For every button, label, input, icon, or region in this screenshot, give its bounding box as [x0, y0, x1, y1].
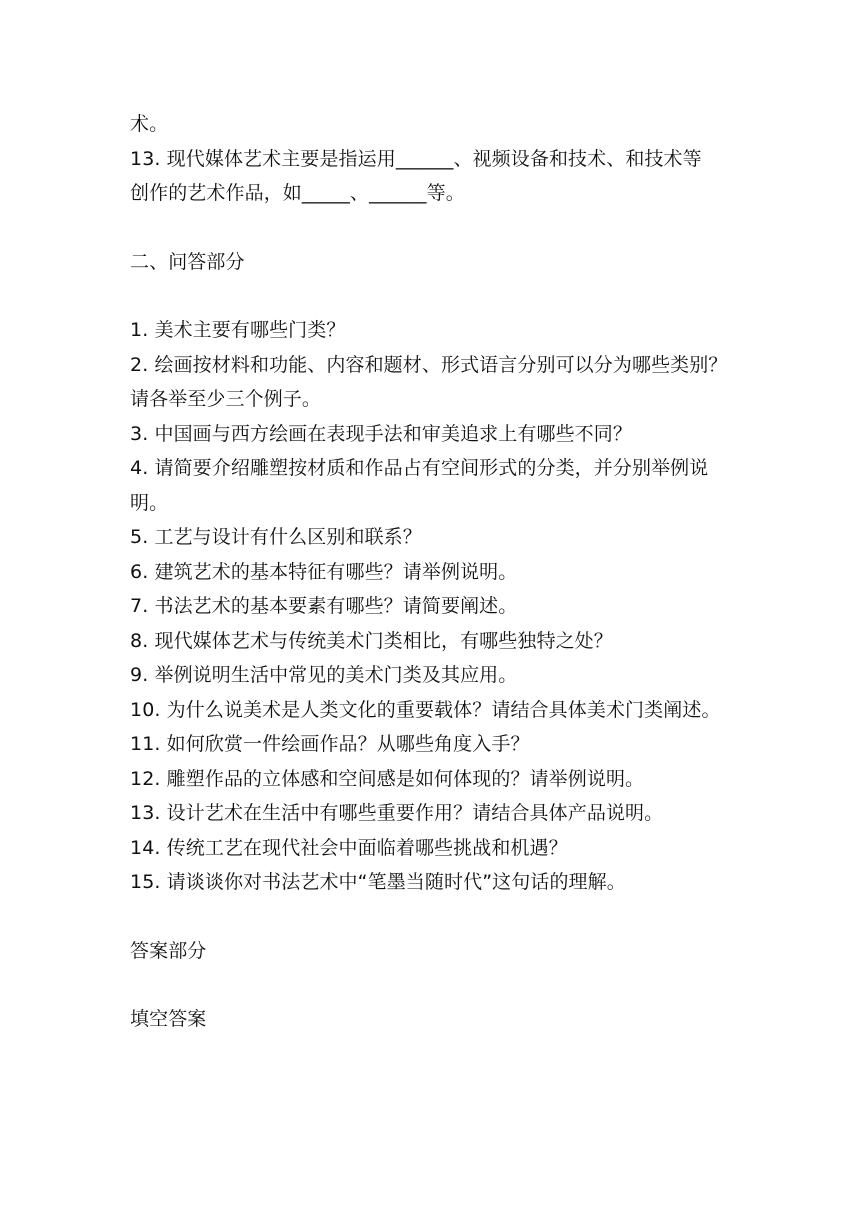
qa-question-1: 1. 美术主要有哪些门类？	[130, 319, 346, 341]
spacer	[130, 900, 740, 934]
qa-question-3: 3. 中国画与西方绘画在表现手法和审美追求上有哪些不同？	[130, 422, 632, 445]
qa-question-15: 15. 请谈谈你对书法艺术中“笔墨当随时代”这句话的理解。	[130, 871, 626, 893]
qa-question-11: 11. 如何欣赏一件绘画作品？从哪些角度入手？	[130, 733, 530, 755]
qa-section-heading: 二、问答部分	[130, 250, 245, 273]
answer-section-heading: 答案部分	[130, 939, 207, 962]
qa-question-5: 5. 工艺与设计有什么区别和联系？	[130, 526, 422, 548]
qa-question-14: 14. 传统工艺在现代社会中面临着哪些挑战和机遇？	[130, 836, 568, 859]
qa-question-list	[130, 313, 740, 900]
qa-question-12: 12. 雕塑作品的立体感和空间感是如何体现的？请举例说明。	[130, 767, 645, 790]
document-body	[130, 107, 740, 1037]
spacer	[130, 279, 740, 313]
qa-question-6: 6. 建筑艺术的基本特征有哪些？请举例说明。	[130, 560, 518, 583]
spacer	[130, 211, 740, 245]
spacer	[130, 968, 740, 1002]
qa-question-2: 2. 绘画按材料和功能、内容和题材、形式语言分别可以分为哪些类别？请各举至少三个例子。	[130, 353, 728, 410]
qa-question-4: 4. 请简要介绍雕塑按材质和作品占有空间形式的分类，并分别举例说明。	[130, 457, 709, 514]
qa-question-13: 13. 设计艺术在生活中有哪些重要作用？请结合具体产品说明。	[130, 802, 664, 824]
qa-question-9: 9. 举例说明生活中常见的美术门类及其应用。	[130, 664, 518, 686]
previous-question-tail: 术。	[130, 113, 169, 135]
qa-question-10: 10. 为什么说美术是人类文化的重要载体？请结合具体美术门类阐述。	[130, 698, 721, 721]
qa-question-8: 8. 现代媒体艺术与传统美术门类相比，有哪些独特之处？	[130, 629, 613, 652]
fill-in-question-13-line-2: 创作的艺术作品，如_____、______等。	[130, 182, 465, 204]
fill-in-answers-heading: 填空答案	[130, 1008, 207, 1030]
qa-question-7: 7. 书法艺术的基本要素有哪些？请简要阐述。	[130, 595, 518, 617]
fill-in-question-13-line-1: 13. 现代媒体艺术主要是指运用______、视频设备和技术、和技术等	[130, 147, 702, 170]
